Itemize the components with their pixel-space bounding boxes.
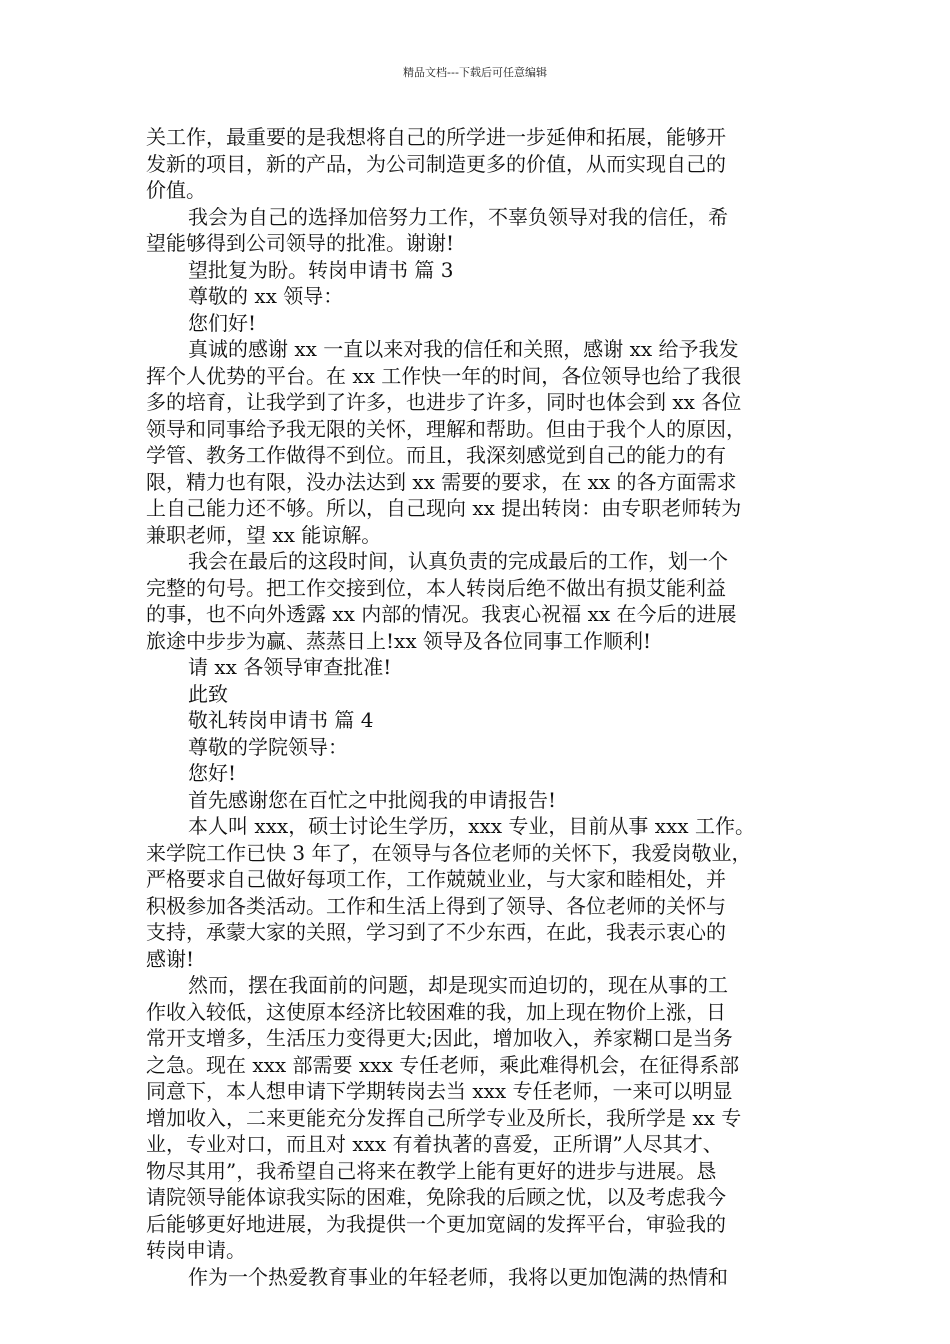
text-line: 严格要求自己做好每项工作，工作兢兢业业，与大家和睦相处，并 xyxy=(146,867,726,891)
text-line: 兼职老师，望 xx 能谅解。 xyxy=(146,522,382,547)
text-line: 价值。 xyxy=(146,178,206,202)
text-line: 同意下，本人想申请下学期转岗去当 xxx 专任老师，一来可以明显 xyxy=(146,1079,733,1103)
text-line: 首先感谢您在百忙之中批阅我的申请报告! xyxy=(188,787,557,812)
text-line: 真诚的感谢 xx 一直以来对我的信任和关照，感谢 xx 给予我发 xyxy=(188,337,739,361)
text-line: 此致 xyxy=(188,681,228,706)
text-line: 作为一个热爱教育事业的年轻老师，我将以更加饱满的热情和 xyxy=(188,1264,728,1289)
text-line: 增加收入，二来更能充分发挥自己所学专业及所长，我所学是 xx 专 xyxy=(146,1105,742,1130)
text-line: 本人叫 xxx，硕士讨论生学历，xxx 专业，目前从事 xxx 工作。 xyxy=(188,814,755,838)
text-line: 学管、教务工作做得不到位。而且，我深刻感觉到自己的能力的有 xyxy=(146,443,726,467)
text-line: 我会在最后的这段时间，认真负责的完成最后的工作，划一个 xyxy=(188,549,728,573)
text-line: 物尽其用”，我希望自己将来在教学上能有更好的进步与进展。恳 xyxy=(146,1158,717,1183)
text-line: 敬礼转岗申请书 篇 4 xyxy=(188,708,374,732)
text-line: 望能够得到公司领导的批准。谢谢! xyxy=(146,231,455,255)
text-line: 积极参加各类活动。工作和生活上得到了领导、各位老师的关怀与 xyxy=(146,893,726,918)
text-line: 来学院工作已快 3 年了，在领导与各位老师的关怀下，我爱岗敬业， xyxy=(146,840,752,865)
text-line: 之急。现在 xxx 部需要 xxx 专任老师，乘此难得机会，在征得系部 xyxy=(146,1052,740,1077)
text-line: 我会为自己的选择加倍努力工作，不辜负领导对我的信任，希 xyxy=(188,204,728,229)
text-line: 领导和同事给予我无限的关怀，理解和帮助。但由于我个人的原因， xyxy=(146,416,746,441)
text-line: 望批复为盼。转岗申请书 篇 3 xyxy=(188,257,454,282)
text-line: 尊敬的 xx 领导： xyxy=(188,284,344,308)
text-line: 支持，承蒙大家的关照，学习到了不少东西，在此，我表示衷心的 xyxy=(146,920,726,944)
text-line: 上自己能力还不够。所以，自己现向 xx 提出转岗：由专职老师转为 xyxy=(146,496,742,520)
text-line: 发新的项目，新的产品，为公司制造更多的价值，从而实现自己的 xyxy=(146,151,726,176)
document-body xyxy=(146,124,806,1290)
text-line: 请 xx 各领导审查批准! xyxy=(188,655,392,679)
text-line: 业，专业对口，而且对 xxx 有着执著的喜爱，正所谓”人尽其才、 xyxy=(146,1132,723,1156)
text-line: 关工作，最重要的是我想将自己的所学进一步延伸和拓展，能够开 xyxy=(146,125,726,149)
text-line: 限，精力也有限，没办法达到 xx 需要的要求，在 xx 的各方面需求 xyxy=(146,469,737,494)
text-line: 转岗申请。 xyxy=(146,1238,246,1262)
text-line: 常开支增多，生活压力变得更大;因此，增加收入，养家糊口是当务 xyxy=(146,1026,733,1050)
text-line: 挥个人优势的平台。在 xx 工作快一年的时间，各位领导也给了我很 xyxy=(146,363,742,388)
page-header: 精品文档---下载后可任意编辑 xyxy=(403,66,547,79)
text-line: 您们好! xyxy=(188,310,257,335)
text-line: 多的培育，让我学到了许多，也进步了许多，同时也体会到 xx 各位 xyxy=(146,390,742,414)
text-line: 感谢! xyxy=(146,946,195,971)
text-line: 作收入较低，这使原本经济比较困难的我，加上现在物价上涨，日 xyxy=(146,999,726,1024)
text-line: 请院领导能体谅我实际的困难，免除我的后顾之忧，以及考虑我今 xyxy=(146,1185,726,1209)
text-line: 的事，也不向外透露 xx 内部的情况。我衷心祝福 xx 在今后的进展 xyxy=(146,602,737,626)
text-line: 后能够更好地进展，为我提供一个更加宽阔的发挥平台，审验我的 xyxy=(146,1211,726,1236)
text-line: 您好! xyxy=(188,761,237,785)
text-line: 然而，摆在我面前的问题，却是现实而迫切的，现在从事的工 xyxy=(188,973,728,997)
text-line: 完整的句号。把工作交接到位，本人转岗后绝不做出有损艾能利益 xyxy=(146,575,726,600)
text-line: 旅途中步步为赢、蒸蒸日上!xx 领导及各位同事工作顺利! xyxy=(146,628,651,653)
text-line: 尊敬的学院领导： xyxy=(188,734,348,759)
